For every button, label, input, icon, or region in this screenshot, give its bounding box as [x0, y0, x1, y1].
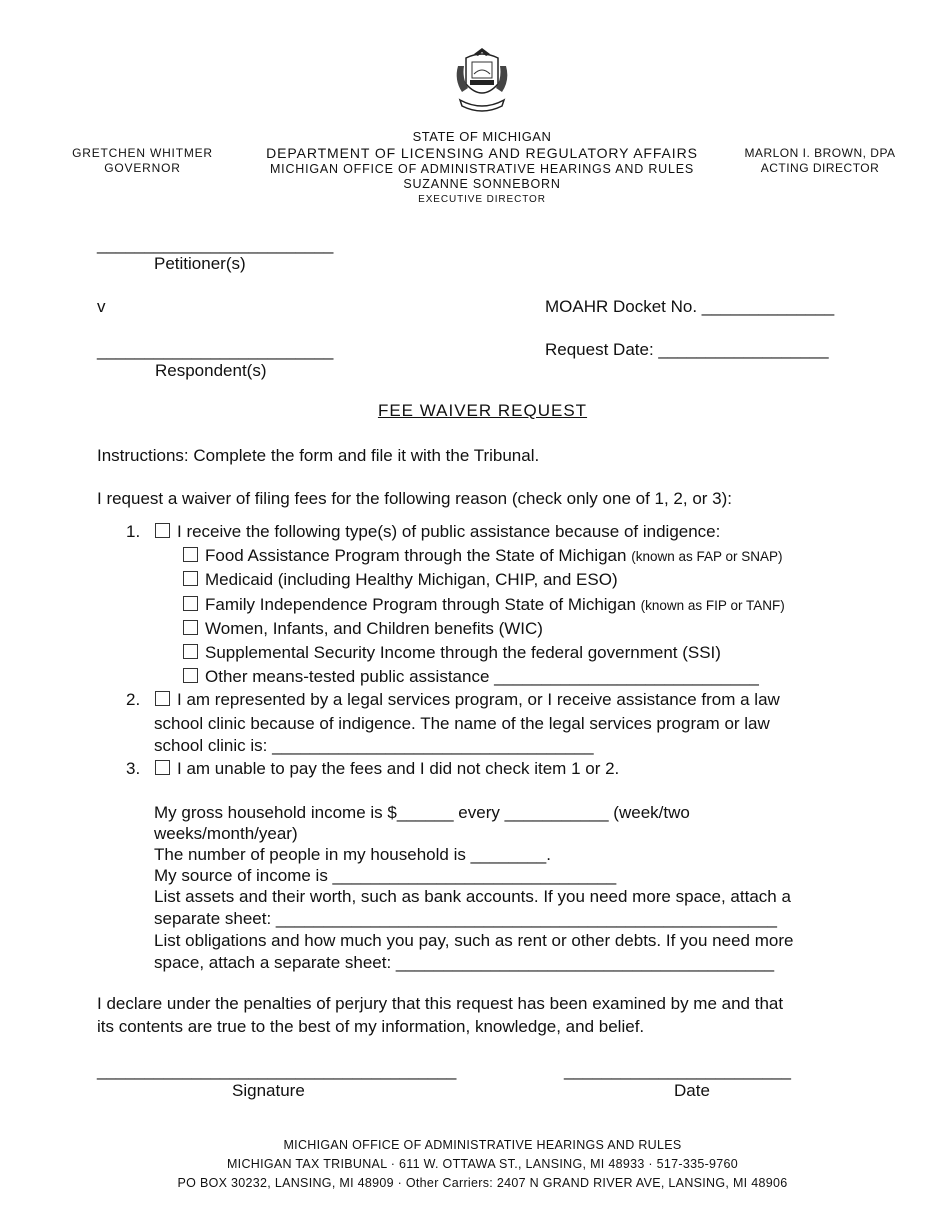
versus-label: v — [97, 297, 106, 316]
department-name: DEPARTMENT OF LICENSING AND REGULATORY AFFAIRS — [266, 145, 698, 161]
sub-item-text: Food Assistance Program through the State of Michigan — [205, 546, 627, 565]
instructions-text: Instructions: Complete the form and file it with the Tribunal. — [97, 446, 540, 465]
sub-item — [183, 545, 783, 567]
item3-checkbox[interactable] — [155, 760, 170, 775]
petitioner-label: Petitioner(s) — [154, 254, 246, 273]
wic-checkbox[interactable] — [183, 620, 198, 635]
item3-text: I am unable to pay the fees and I did not check item 1 or 2. — [177, 759, 620, 778]
assets-field[interactable]: separate sheet: _____________________________________________________ — [154, 909, 778, 928]
sub-item-text: Medicaid (including Healthy Michigan, CHIP, and ESO) — [205, 570, 618, 589]
household-size-field[interactable]: The number of people in my household is ________. — [154, 845, 551, 864]
signature-line[interactable]: ______________________________________ — [97, 1061, 457, 1080]
signature-label: Signature — [232, 1081, 305, 1100]
sub-item — [183, 666, 759, 687]
request-intro: I request a waiver of filing fees for the following reason (check only one of 1, 2, or 3): — [97, 489, 733, 508]
footer-office: MICHIGAN OFFICE OF ADMINISTRATIVE HEARINGS AND RULES — [283, 1138, 682, 1152]
director-block — [735, 146, 905, 176]
sub-item-note: (known as FIP or TANF) — [640, 598, 785, 613]
sub-item — [183, 642, 721, 663]
sub-item — [183, 569, 618, 590]
governor-block — [60, 146, 225, 176]
declaration-line2: its contents are true to the best of my information, knowledge, and belief. — [97, 1017, 645, 1036]
office-name: MICHIGAN OFFICE OF ADMINISTRATIVE HEARINGS AND RULES — [269, 162, 695, 176]
sub-item — [183, 618, 543, 639]
income-source-field[interactable]: My source of income is ______________________________ — [154, 866, 617, 885]
obligations-text: List obligations and how much you pay, such as rent or other debts. If you need more — [154, 931, 794, 950]
petitioner-line[interactable]: _________________________ — [97, 235, 334, 254]
item3-number: 3. — [126, 759, 141, 778]
footer — [0, 1136, 950, 1193]
other-assistance-checkbox[interactable] — [183, 668, 198, 683]
item2-row — [155, 689, 780, 710]
sub-item-text: Other means-tested public assistance ____________________________ — [205, 667, 759, 686]
respondent-line[interactable]: _________________________ — [97, 341, 334, 360]
item1-checkbox[interactable] — [155, 523, 170, 538]
date-label: Date — [674, 1081, 710, 1100]
item2-number: 2. — [126, 690, 141, 709]
sub-item-note: (known as FAP or SNAP) — [631, 549, 783, 564]
director-name: MARLON I. BROWN, DPA — [744, 146, 896, 160]
footer-address: MICHIGAN TAX TRIBUNAL · 611 W. OTTAWA ST., LANSING, MI 48933 · 517-335-9760 — [226, 1157, 739, 1171]
sub-item-text: Supplemental Security Income through the federal government (SSI) — [205, 643, 721, 662]
declaration-line1: I declare under the penalties of perjury that this request has been examined by me and that — [97, 994, 784, 1013]
sub-item-text: Family Independence Program through State of Michigan — [205, 595, 636, 614]
item3-row — [155, 758, 619, 779]
sub-item — [183, 594, 785, 616]
item1-row — [155, 521, 720, 542]
assets-text: List assets and their worth, such as bank accounts. If you need more space, attach a — [154, 887, 791, 906]
executive-title: EXECUTIVE DIRECTOR — [418, 194, 546, 205]
income-field[interactable]: My gross household income is $______ every ___________ (week/two — [154, 803, 690, 822]
medicaid-checkbox[interactable] — [183, 571, 198, 586]
item1-text: I receive the following type(s) of public assistance because of indigence: — [177, 522, 721, 541]
fap-checkbox[interactable] — [183, 547, 198, 562]
item1-number: 1. — [126, 522, 141, 541]
executive-name: SUZANNE SONNEBORN — [403, 177, 561, 191]
date-line[interactable]: ________________________ — [564, 1061, 791, 1080]
governor-name: GRETCHEN WHITMER — [72, 146, 213, 160]
item2-text-line2: school clinic because of indigence. The name of the legal services program or law — [154, 714, 770, 733]
governor-title: GOVERNOR — [104, 161, 181, 175]
respondent-label: Respondent(s) — [155, 361, 267, 380]
state-line: STATE OF MICHIGAN — [412, 129, 552, 144]
ssi-checkbox[interactable] — [183, 644, 198, 659]
item2-text: I am represented by a legal services program, or I receive assistance from a law — [177, 690, 780, 709]
state-seal — [452, 44, 512, 118]
footer-mailing: PO BOX 30232, LANSING, MI 48909 · Other Carriers: 2407 N GRAND RIVER AVE, LANSING, MI 48906 — [177, 1176, 788, 1190]
request-date-field[interactable]: Request Date: __________________ — [545, 340, 829, 359]
item2-checkbox[interactable] — [155, 691, 170, 706]
fip-checkbox[interactable] — [183, 596, 198, 611]
docket-number-field[interactable]: MOAHR Docket No. ______________ — [545, 297, 835, 316]
form-title: FEE WAIVER REQUEST — [377, 401, 588, 420]
agency-block — [232, 129, 732, 207]
income-period-text: weeks/month/year) — [154, 824, 298, 843]
director-title: ACTING DIRECTOR — [760, 161, 880, 175]
sub-item-text: Women, Infants, and Children benefits (WIC) — [205, 619, 543, 638]
legal-services-field[interactable]: school clinic is: __________________________________ — [154, 736, 594, 755]
obligations-field[interactable]: space, attach a separate sheet: ________________________________________ — [154, 953, 775, 972]
